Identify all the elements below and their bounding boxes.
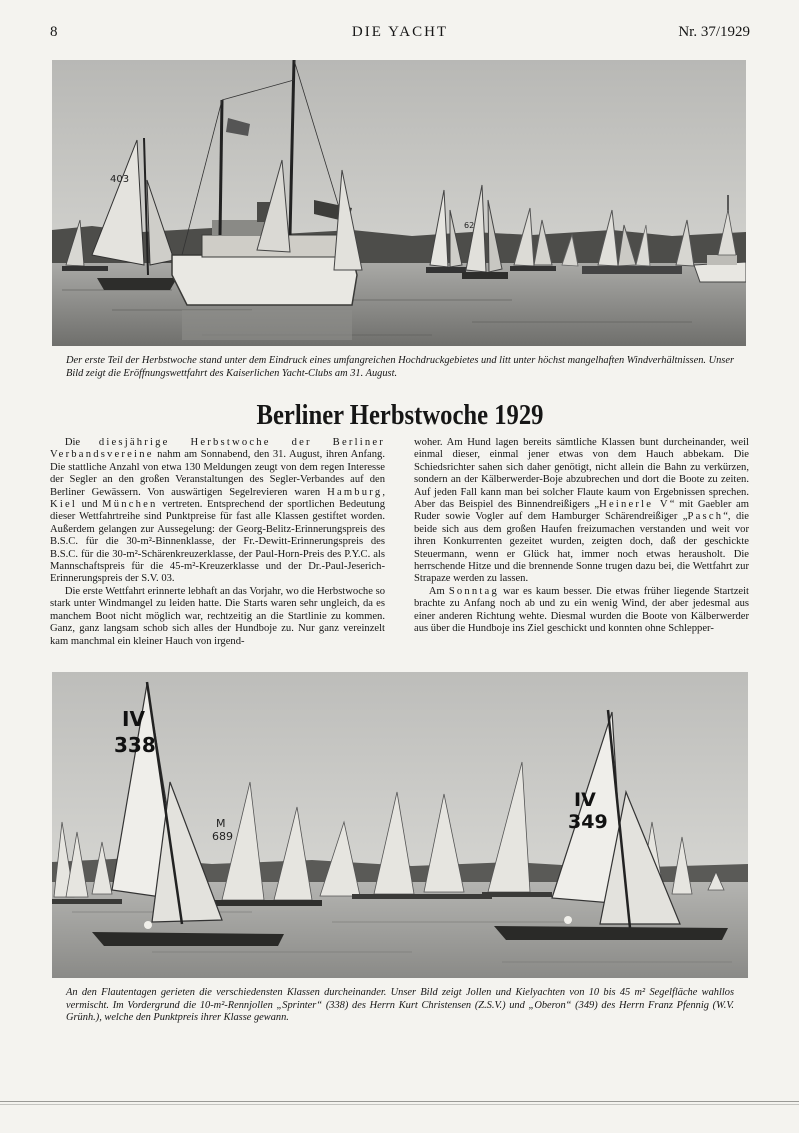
sail-number: M (216, 817, 226, 830)
photo-caption-bottom: An den Flautentagen gerieten die verschiedensten Klassen durcheinander. Unser Bild zeigt Jollen und Kielyachten von 10 bis 45 m² Segelfläche wahllos vermischt. Im Vordergrund die 10-m²-Rennjollen „Sprinter“ (338) des Herrn Kurt Christensen (Z.S.V.) und „Oberon“ (349) des Herrn Franz Pfennig (W.V. Grünh.), welche den Punktpreis ihrer Klasse gewann. (66, 987, 734, 1023)
article-title: Berliner Herbstwoche 1929 (256, 400, 544, 431)
paragraph: Die diesjährige Herbstwoche der Berliner Verbandsvereine nahm am Sonnabend, den 31. August, ihren Anfang. Die stattliche Anzahl von etwa 130 Meldungen zeugt von dem regen Interesse der Segler an den großen Veranstaltungen des Segler-Verbandes auf den Berliner Gewässern. Von auswärtigen Segelrevieren waren Hamburg, Kiel und München vertreten. Entsprechend der sportlichen Bedeutung dieser Wettfahrtreihe sind Punktpreise für fast alle Klassen gestiftet worden. Außerdem gelangen zur Aussegelung: der Georg-Belitz-Erinnerungspreis des B.S.C. für die 30-m²-Binnenklasse, der Fr.-Dewitt-Erinnerungspreis des B.S.C. für die 30-m²-Schärenkreuzerklasse, der Paul-Horn-Preis des P.Y.C. als Mannschaftspreis für die 45-m²-Kreuzerklasse und der Dr.-Paul-Jeserich-Erinnerungspreis der S.V. 03. (50, 437, 386, 585)
sail-number: 349 (568, 811, 608, 833)
photo-caption-top: Der erste Teil der Herbstwoche stand unter dem Eindruck eines umfangreichen Hochdruckgebietes und litt unter höchst mangelhaften Windverhältnissen. Unser Bild zeigt die Eröffnungswettfahrt des Kaiserlichen Yacht-Clubs am 31. August. (66, 355, 734, 379)
sail-number: IV (574, 789, 596, 811)
page-bottom-rule (0, 1101, 799, 1102)
photo-dinghies-calm (52, 672, 748, 978)
article-column-left (50, 437, 385, 648)
paragraph: Am Sonntag war es kaum besser. Die etwas früher liegende Startzeit brachte zu Anfang noch ab und zu ein wenig Wind, der aber jedesmal aus einer anderen Richtung wehte. Diesmal wurden die Boote von Kälberwerder aus über die Hundboje ins Ziel geschickt und konnten ohne Schlepper- (414, 585, 749, 635)
issue-number: Nr. 37/1929 (678, 24, 750, 40)
photo-opening-regatta (52, 60, 746, 346)
sail-number: 338 (114, 733, 156, 757)
paragraph: woher. Am Hund lagen bereits sämtliche Klassen bunt durcheinander, weil einmal dieser, einmal jener etwas von dem Hauch abbekam. Die Schiedsrichter sahen sich daher genötigt, nicht allein die Bahn zu verkürzen, sondern an der Kälberwerder-Boje abzubrechen und dort die Boote zu zeiten. Auf jeden Fall kann man bei solcher Flaute kaum von Ergebnissen sprechen. Aber das Beispiel des Binnendreißigers „Heinerle V“ mit Gaebler am Ruder sowie Vogler auf dem Hamburger Schärendreißiger „Pasch“, die beide sich aus dem großen Haufen freizumachen verstanden und weit vor ihren Konkurrenten gezeitet wurden, zeigten doch, daß der geschickte Steuermann, wenn er Glück hat, immer noch etwas herausholt. Die herrschende Hitze und die brennende Sonne trugen dazu bei, die Wettfahrt zur Strapaze werden zu lassen. (414, 437, 750, 585)
magazine-title: DIE YACHT (351, 24, 449, 40)
page-bottom-rule (0, 1104, 799, 1105)
page-number: 8 (50, 24, 58, 40)
sail-number: 689 (212, 830, 233, 843)
article-column-right (414, 437, 749, 636)
svg-text:62: 62 (464, 221, 475, 230)
page-header (50, 24, 750, 44)
svg-text:403: 403 (110, 174, 130, 185)
sail-number: IV (122, 707, 145, 731)
paragraph: Die erste Wettfahrt erinnerte lebhaft an das Vorjahr, wo die Herbstwoche so stark unter Windmangel zu leiden hatte. Die Starts waren sehr ungleich, da es manchem Boot nicht möglich war, rechtzeitig an die Startlinie zu kommen. Ganz, ganz langsam schob sich alles der Hundboje zu. Nur ganz vereinzelt kam manchmal ein kleiner Hauch von irgend- (50, 585, 385, 647)
